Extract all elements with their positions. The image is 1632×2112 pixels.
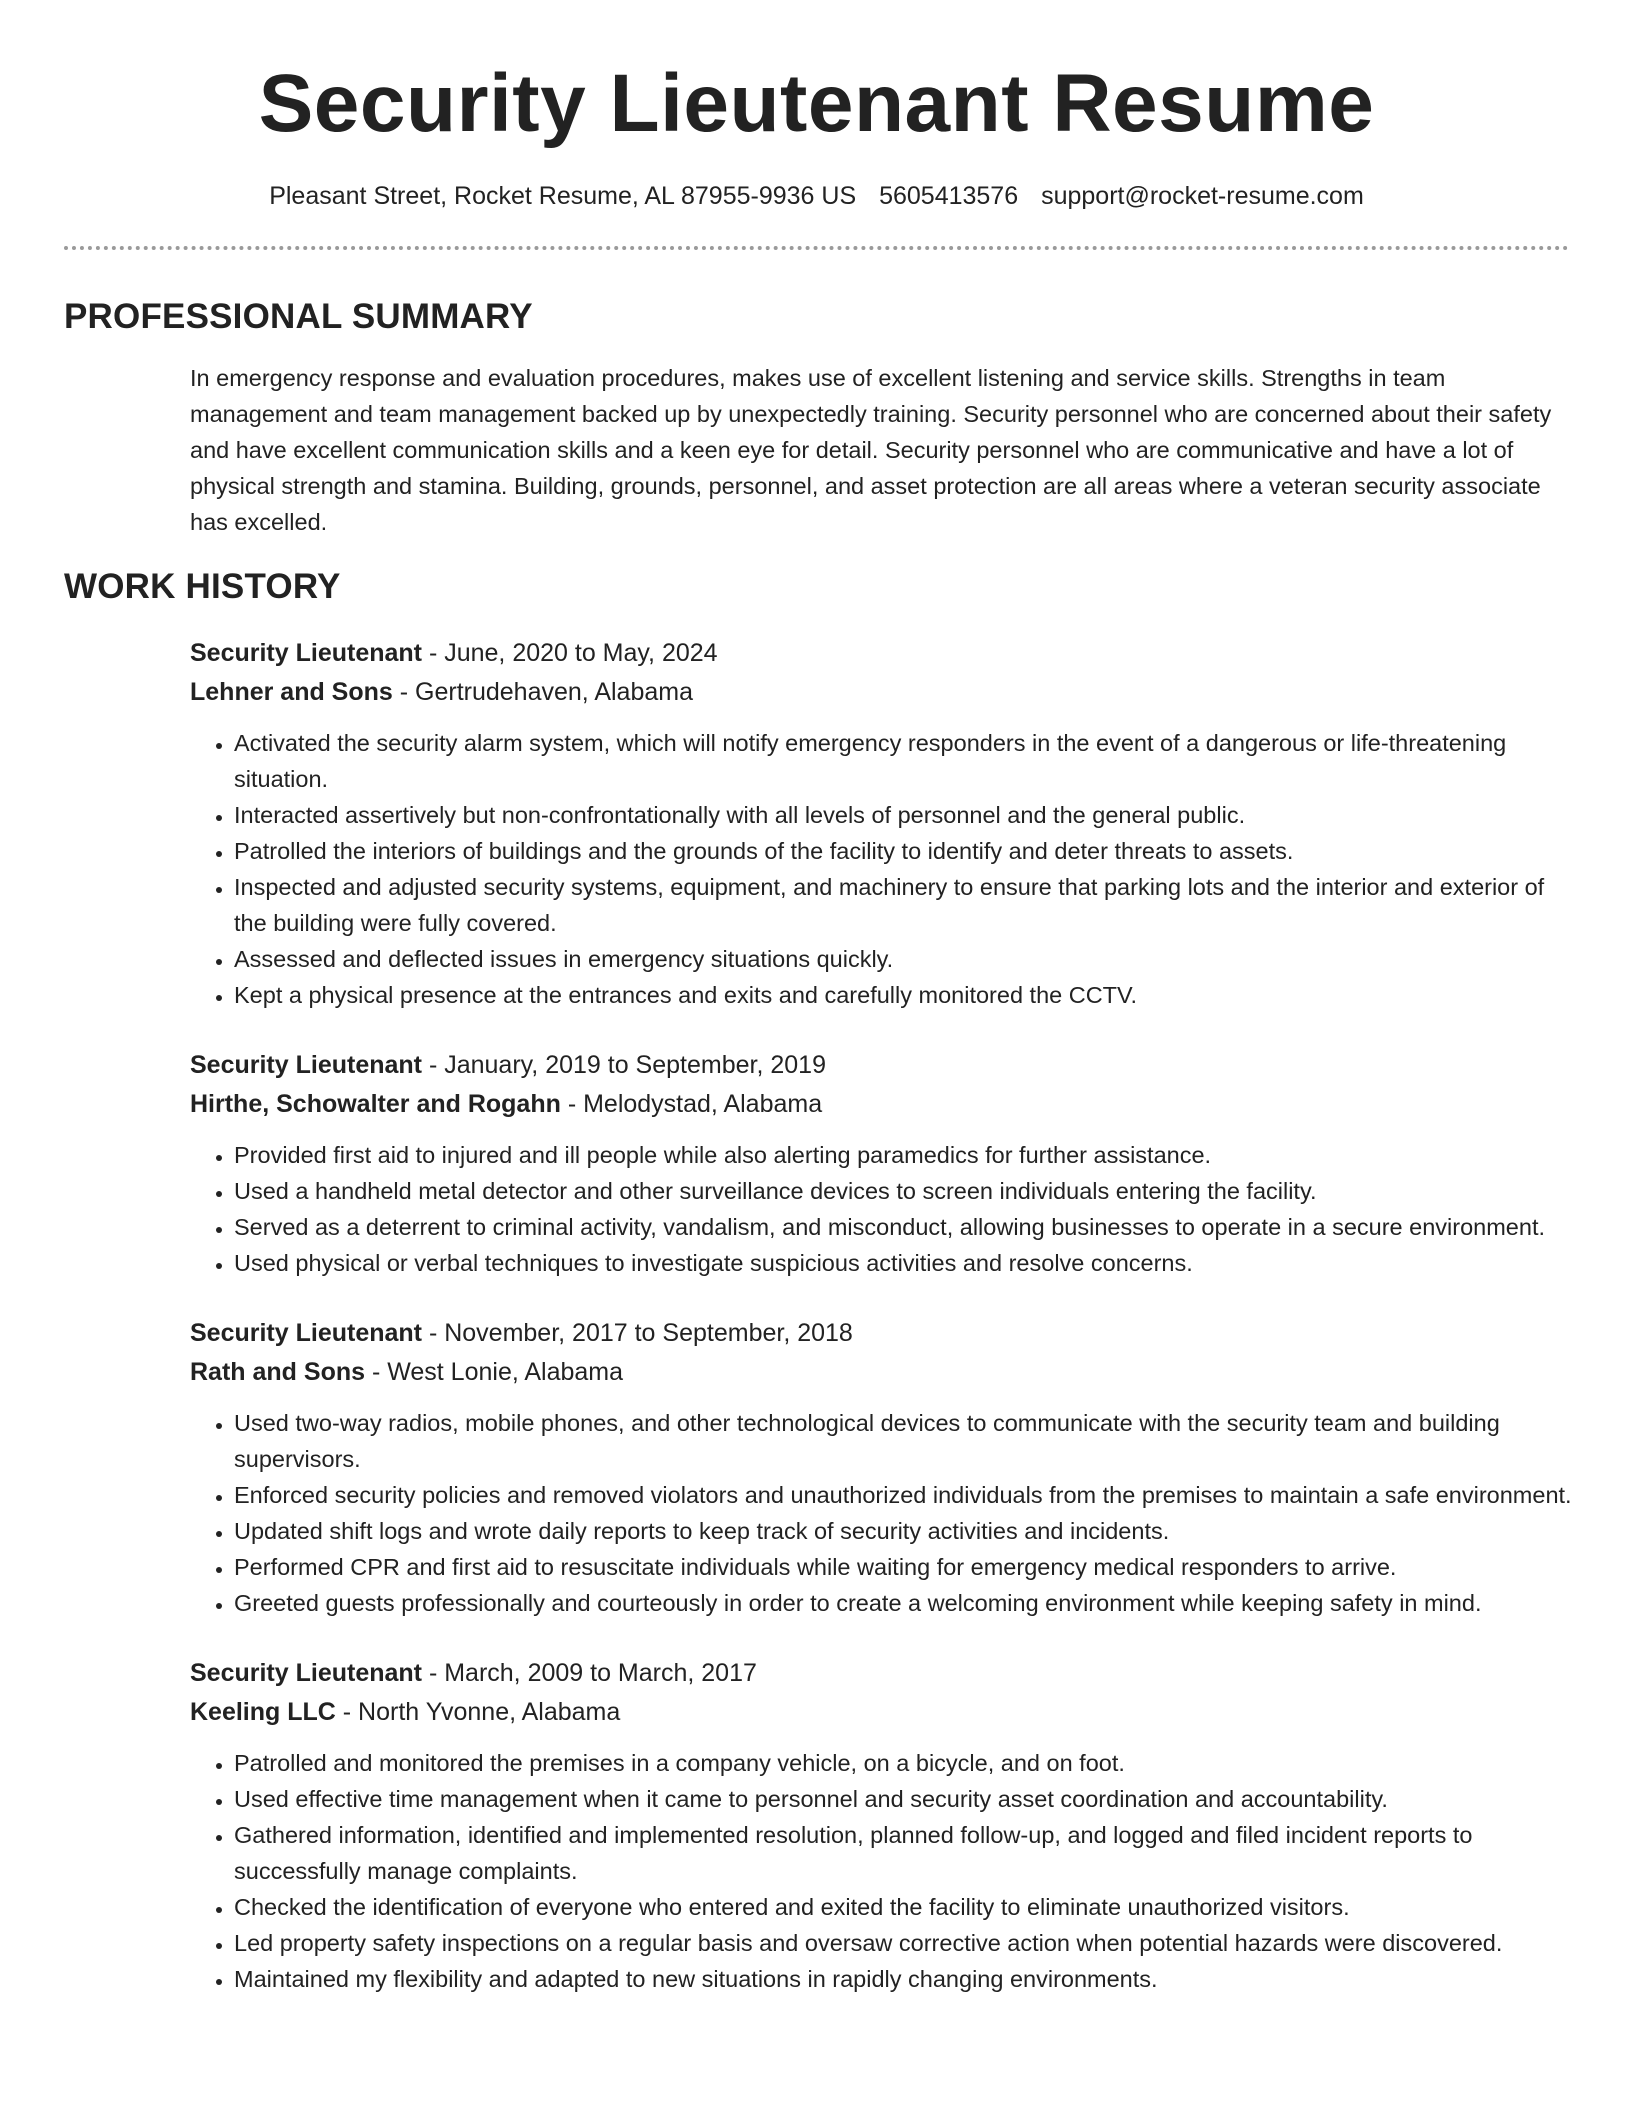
contact-phone: 5605413576 (879, 182, 1019, 210)
job-location: - Melodystad, Alabama (560, 1090, 823, 1118)
contact-email: support@rocket-resume.com (1041, 182, 1364, 210)
job-title-line (190, 1046, 1569, 1085)
job-location: - Gertrudehaven, Alabama (392, 678, 693, 706)
duty-item: • Patrolled the interiors of buildings and the grounds of the facility to identify and deter threats to assets. (234, 833, 1574, 869)
job-company: Keeling LLC (190, 1698, 336, 1726)
resume-title: Security Lieutenant Resume (258, 58, 1375, 149)
duty-item: • Provided first aid to injured and ill people while also alerting paramedics for further assistance. (234, 1137, 1574, 1173)
job-duties-list (190, 1405, 1574, 1621)
duty-item: • Maintained my flexibility and adapted to new situations in rapidly changing environments. (234, 1961, 1574, 1997)
job-title-line (190, 1314, 1569, 1353)
duty-item: • Kept a physical presence at the entrances and exits and carefully monitored the CCTV. (234, 977, 1574, 1013)
job-entry (190, 1314, 1572, 1621)
contact-address: Pleasant Street, Rocket Resume, AL 87955-9936 US (269, 182, 857, 210)
job-title-line (190, 634, 1569, 673)
job-dates: - June, 2020 to May, 2024 (422, 639, 718, 667)
duty-item: • Interacted assertively but non-confrontationally with all levels of personnel and the general public. (234, 797, 1574, 833)
duty-item: • Assessed and deflected issues in emergency situations quickly. (234, 941, 1574, 977)
header-divider (64, 246, 1569, 250)
job-company-line (190, 673, 1569, 712)
job-title: Security Lieutenant (190, 1659, 422, 1687)
job-company-line (190, 1693, 1569, 1732)
duty-item: • Used physical or verbal techniques to investigate suspicious activities and resolve concerns. (234, 1245, 1574, 1281)
duty-item: • Performed CPR and first aid to resuscitate individuals while waiting for emergency medical responders to arrive. (234, 1549, 1574, 1585)
job-duties-list (190, 1137, 1574, 1281)
job-company: Lehner and Sons (190, 678, 393, 706)
job-duties-list (190, 725, 1574, 1013)
job-company-line (190, 1353, 1569, 1392)
job-location: - West Lonie, Alabama (365, 1358, 624, 1386)
work-history-heading: WORK HISTORY (64, 567, 341, 606)
job-company-line (190, 1085, 1569, 1124)
duty-item: • Led property safety inspections on a regular basis and oversaw corrective action when potential hazards were discovered. (234, 1925, 1574, 1961)
contact-line (64, 180, 1569, 212)
duty-item: • Updated shift logs and wrote daily reports to keep track of security activities and incidents. (234, 1513, 1574, 1549)
job-location: - North Yvonne, Alabama (335, 1698, 621, 1726)
duty-item: • Patrolled and monitored the premises in a company vehicle, on a bicycle, and on foot. (234, 1745, 1574, 1781)
job-entry (190, 634, 1569, 1013)
duty-item: • Used effective time management when it came to personnel and security asset coordination and accountability. (234, 1781, 1574, 1817)
duty-item: • Used two-way radios, mobile phones, and other technological devices to communicate with the security team and building supervisors. (234, 1405, 1574, 1477)
job-dates: - January, 2019 to September, 2019 (422, 1051, 826, 1079)
job-company: Hirthe, Schowalter and Rogahn (190, 1090, 561, 1118)
resume-page (64, 0, 1572, 1997)
duty-item: • Inspected and adjusted security systems, equipment, and machinery to ensure that parking lots and the interior and exterior of the building were fully covered. (234, 869, 1574, 941)
duty-item: • Used a handheld metal detector and other surveillance devices to screen individuals entering the facility. (234, 1173, 1574, 1209)
job-entry (190, 1654, 1569, 1997)
job-company: Rath and Sons (190, 1358, 366, 1386)
duty-item: • Gathered information, identified and implemented resolution, planned follow-up, and logged and filed incident reports to successfully manage complaints. (234, 1817, 1574, 1889)
job-dates: - November, 2017 to September, 2018 (422, 1319, 853, 1347)
summary-text: In emergency response and evaluation procedures, makes use of excellent listening and service skills. Strengths in team management and team management backed up by unexpectedly training. Security personnel who are concerned about their safety and have excellent communication skills and a keen eye for detail. Security personnel who are communicative and have a lot of physical strength and stamina. Building, grounds, personnel, and asset protection are all areas where a veteran security associate has excelled. (190, 365, 1552, 535)
duty-item: • Activated the security alarm system, which will notify emergency responders in the event of a dangerous or life-threatening situation. (234, 725, 1574, 797)
duty-item: • Served as a deterrent to criminal activity, vandalism, and misconduct, allowing businesses to operate in a secure environment. (234, 1209, 1574, 1245)
job-title: Security Lieutenant (190, 639, 422, 667)
job-entry (190, 1046, 1569, 1281)
job-title: Security Lieutenant (190, 1051, 422, 1079)
duty-item: • Enforced security policies and removed violators and unauthorized individuals from the premises to maintain a safe environment. (234, 1477, 1574, 1513)
summary-heading: PROFESSIONAL SUMMARY (64, 297, 533, 336)
duty-item: • Greeted guests professionally and courteously in order to create a welcoming environment while keeping safety in mind. (234, 1585, 1574, 1621)
job-title-line (190, 1654, 1569, 1693)
job-duties-list (190, 1745, 1574, 1997)
job-dates: - March, 2009 to March, 2017 (422, 1659, 757, 1687)
duty-item: • Checked the identification of everyone who entered and exited the facility to eliminate unauthorized visitors. (234, 1889, 1574, 1925)
job-title: Security Lieutenant (190, 1319, 422, 1347)
